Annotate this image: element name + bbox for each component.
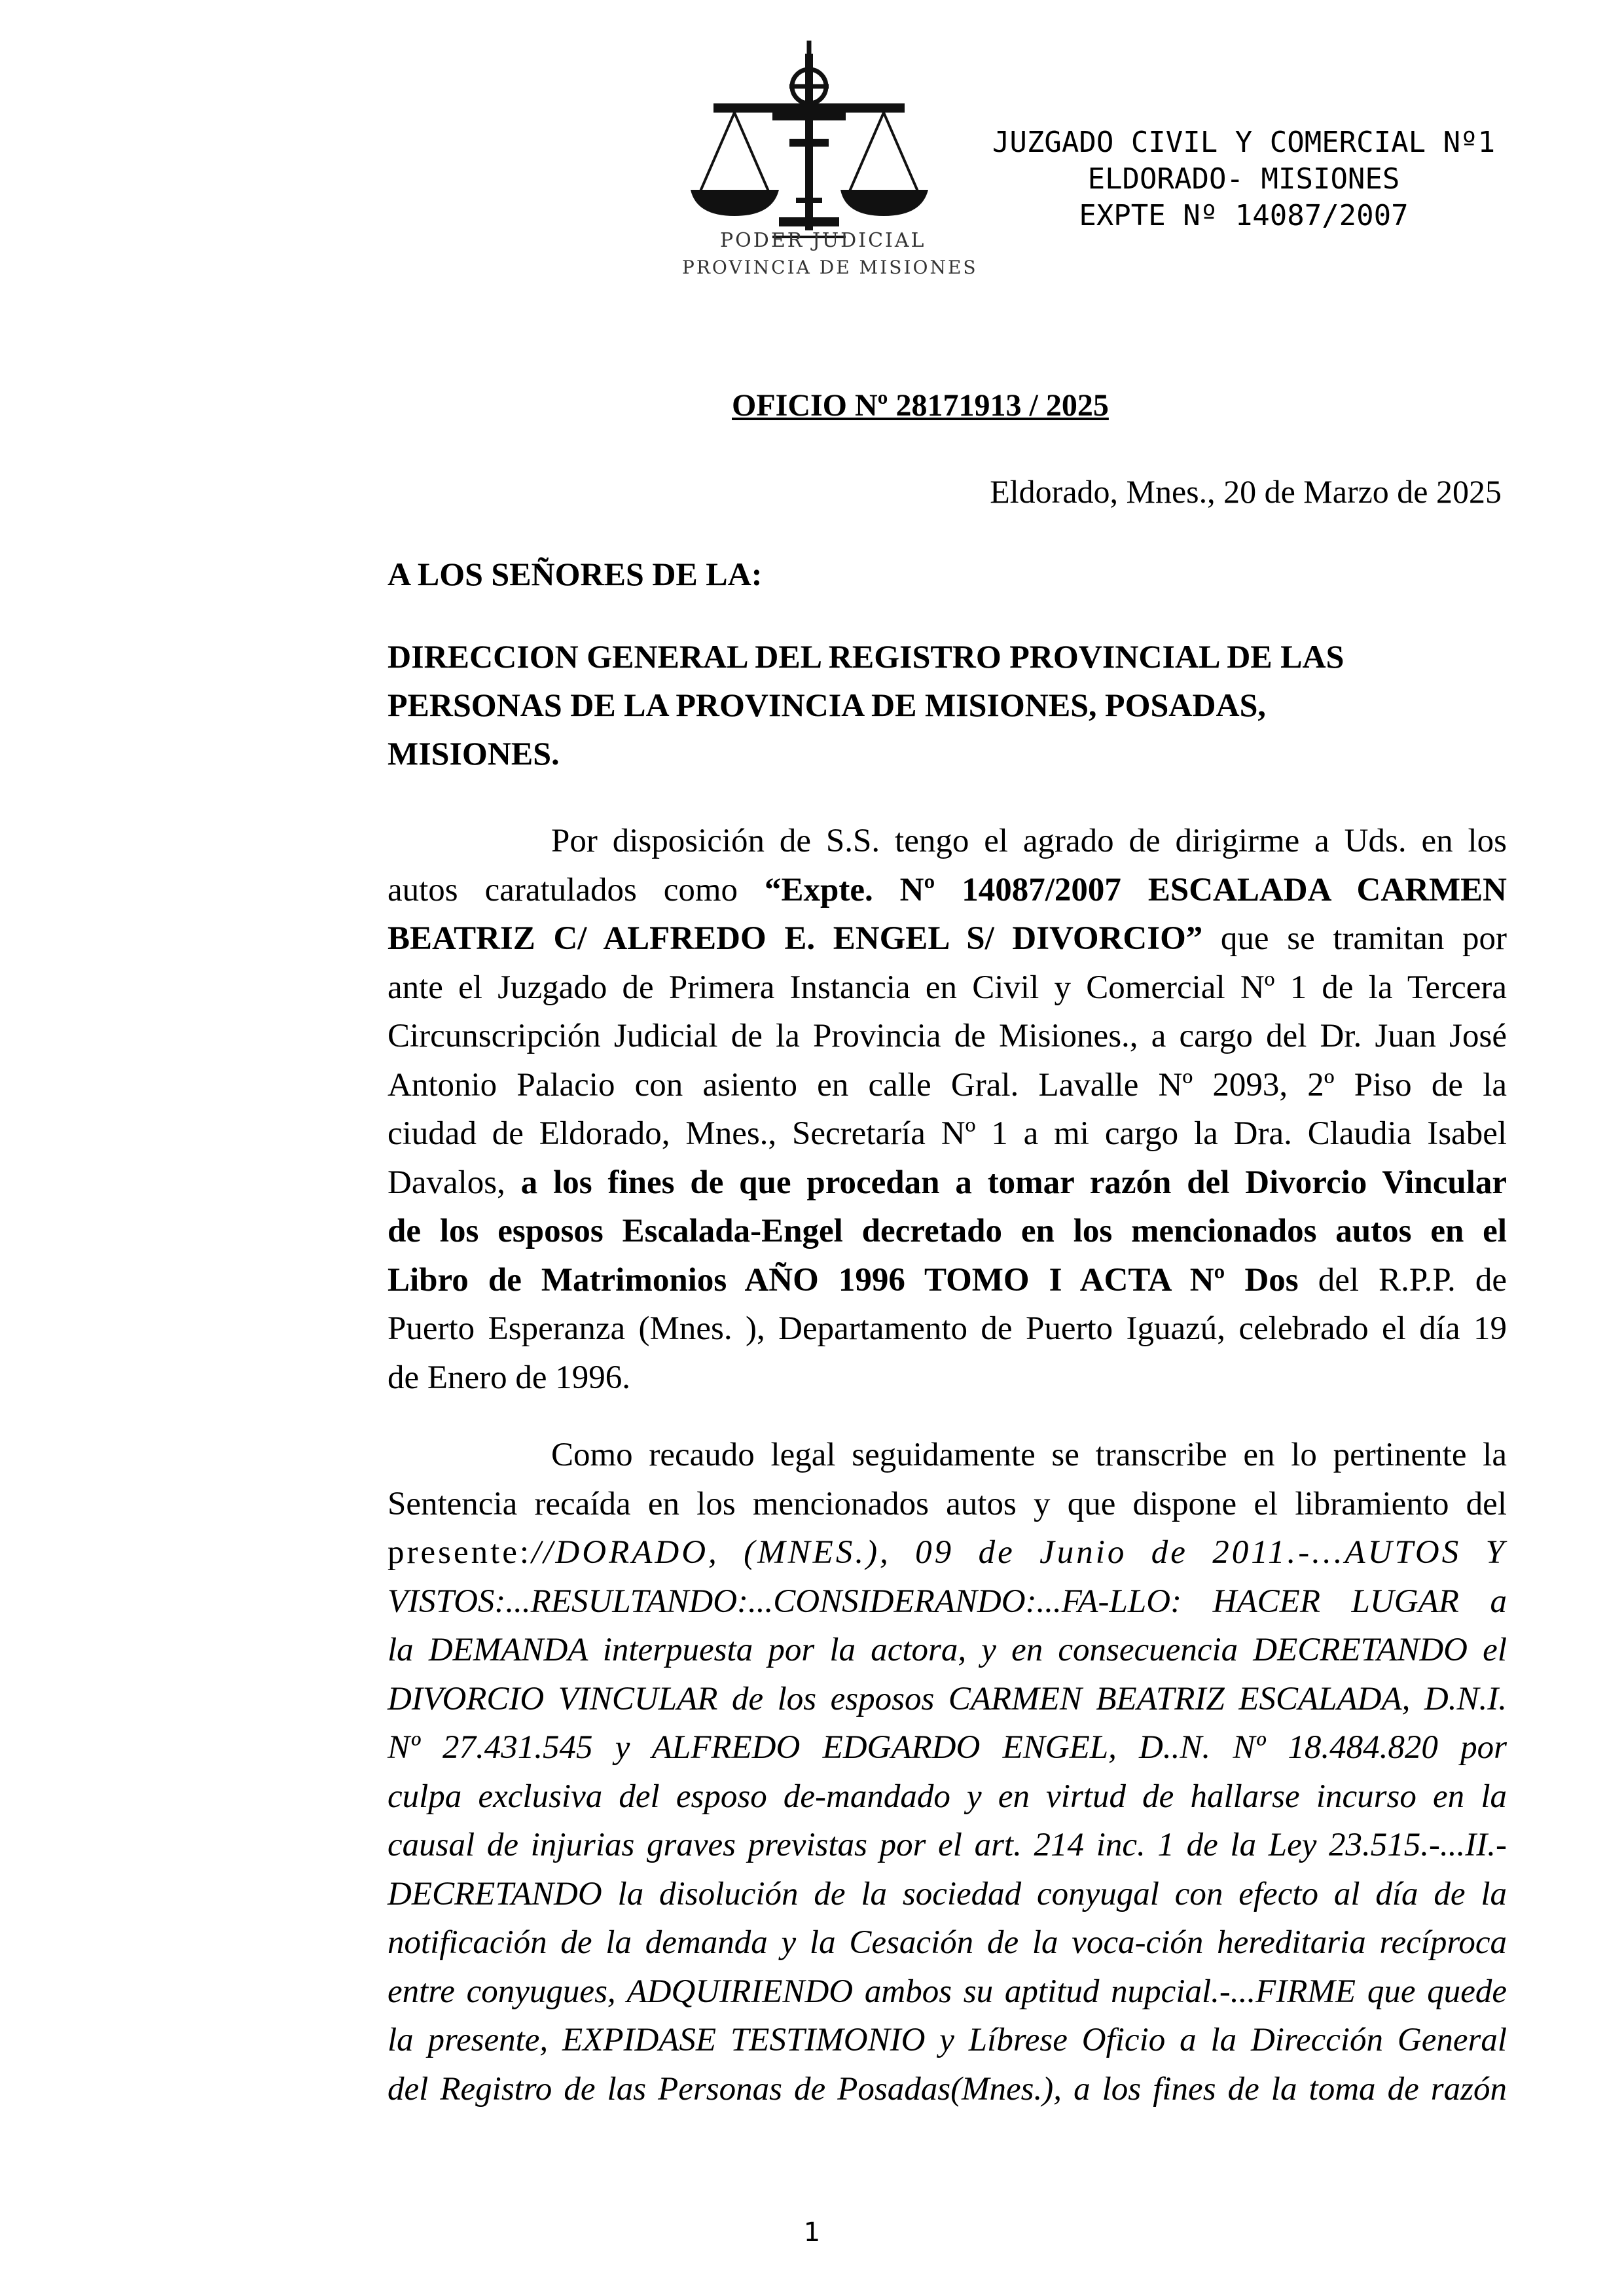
- recipient-line: PERSONAS DE LA PROVINCIA DE MISIONES, POSADAS,: [388, 687, 1266, 723]
- seal-line-1: PODER JUDICIAL: [720, 229, 926, 252]
- paragraph-line: Como recaudo legal seguidamente se transcribe en lo pertinente la: [551, 1437, 1507, 1473]
- bold-text: a los fines de que procedan a tomar razón del Divorcio Vincular: [520, 1164, 1507, 1201]
- seal-line-2: PROVINCIA DE MISIONES: [682, 257, 978, 278]
- paragraph-line: Puerto Esperanza (Mnes. ), Departamento de Puerto Iguazú, celebrado el día 19: [388, 1310, 1507, 1347]
- paragraph-line: Sentencia recaída en los mencionados autos y que dispone el libramiento del: [388, 1485, 1507, 1522]
- paragraph-line: entre conyugues, ADQUIRIENDO ambos su aptitud nupcial.-...FIRME que quede: [388, 1973, 1507, 2010]
- body-paragraph-1: [388, 817, 1507, 1402]
- paragraph-line: de Enero de 1996.: [388, 1359, 631, 1396]
- paragraph-line: [388, 866, 1507, 915]
- paragraph-line: causal de injurias graves previstas por el art. 214 inc. 1 de la Ley 23.515.-...II.-: [388, 1827, 1507, 1863]
- paragraph-line: [388, 1256, 1507, 1305]
- bold-text: Libro de Matrimonios AÑO 1996 TOMO I ACTA Nº Dos: [388, 1261, 1299, 1299]
- case-caption: BEATRIZ C/ ALFREDO E. ENGEL S/ DIVORCIO”: [388, 920, 1203, 957]
- paragraph-line: DECRETANDO la disolución de la sociedad conyugal con efecto al día de la: [388, 1875, 1507, 1912]
- paragraph-line: Nº 27.431.545 y ALFREDO EDGARDO ENGEL, D..N. Nº 18.484.820 por: [388, 1729, 1507, 1766]
- paragraph-line: VISTOS:...RESULTANDO:...CONSIDERANDO:...FA-LLO: HACER LUGAR a: [388, 1583, 1507, 1620]
- recipient-line: MISIONES.: [388, 735, 560, 772]
- paragraph-line: de los esposos Escalada-Engel decretado en los mencionados autos en el: [388, 1213, 1507, 1249]
- file-number: EXPTE Nº 14087/2007: [1079, 199, 1409, 232]
- document-title: OFICIO Nº 28171913 / 2025: [732, 388, 1109, 423]
- body-paragraph-2: [388, 1431, 1507, 2113]
- salutation: A LOS SEÑORES DE LA:: [388, 556, 763, 592]
- recipient-line: DIRECCION GENERAL DEL REGISTRO PROVINCIAL DE LAS: [388, 638, 1344, 675]
- paragraph-line: notificación de la demanda y la Cesación de la voca-ción hereditaria recíproca: [388, 1924, 1507, 1961]
- text-run: que se tramitan por: [1202, 920, 1507, 957]
- paragraph-line: [388, 1158, 1507, 1208]
- paragraph-line: ciudad de Eldorado, Mnes., Secretaría Nº 1 a mi cargo la Dra. Claudia Isabel: [388, 1115, 1507, 1152]
- recipient-block: [388, 632, 1513, 778]
- paragraph-line: del Registro de las Personas de Posadas(Mnes.), a los fines de la toma de razón: [388, 2070, 1507, 2108]
- court-name: JUZGADO CIVIL Y COMERCIAL Nº1: [992, 126, 1496, 159]
- court-header: [916, 124, 1571, 234]
- paragraph-line: ante el Juzgado de Primera Instancia en Civil y Comercial Nº 1 de la Tercera: [388, 969, 1507, 1006]
- paragraph-line: Antonio Palacio con asiento en calle Gral. Lavalle Nº 2093, 2º Piso de la: [388, 1066, 1507, 1103]
- text-run: Davalos,: [388, 1164, 521, 1201]
- court-location: ELDORADO- MISIONES: [1087, 162, 1400, 196]
- paragraph-line: [388, 914, 1507, 963]
- italic-text: //DORADO, (MNES.), 09 de Junio de 2011.-...AUTOS Y: [532, 1534, 1507, 1571]
- text-run: presente:: [388, 1534, 532, 1571]
- paragraph-line: DIVORCIO VINCULAR de los esposos CARMEN BEATRIZ ESCALADA, D.N.I.: [388, 1680, 1507, 1717]
- paragraph-line: Por disposición de S.S. tengo el agrado de dirigirme a Uds. en los: [551, 823, 1507, 859]
- paragraph-line: la DEMANDA interpuesta por la actora, y en consecuencia DECRETANDO el: [388, 1632, 1507, 1668]
- paragraph-line: Circunscripción Judicial de la Provincia de Misiones., a cargo del Dr. Juan José: [388, 1018, 1507, 1054]
- judicial-scales-logo: [674, 41, 949, 289]
- text-run: autos caratulados como: [388, 871, 765, 908]
- case-caption: “Expte. Nº 14087/2007 ESCALADA CARMEN: [764, 871, 1507, 908]
- document-date: Eldorado, Mnes., 20 de Marzo de 2025: [990, 473, 1502, 510]
- paragraph-line: [388, 1528, 1507, 1577]
- text-run: del R.P.P. de: [1298, 1261, 1507, 1299]
- page-number: 1: [803, 2217, 821, 2248]
- paragraph-line: la presente, EXPIDASE TESTIMONIO y Líbrese Oficio a la Dirección General: [388, 2022, 1507, 2058]
- paragraph-line: culpa exclusiva del esposo de-mandado y en virtud de hallarse incurso en la: [388, 1778, 1507, 1815]
